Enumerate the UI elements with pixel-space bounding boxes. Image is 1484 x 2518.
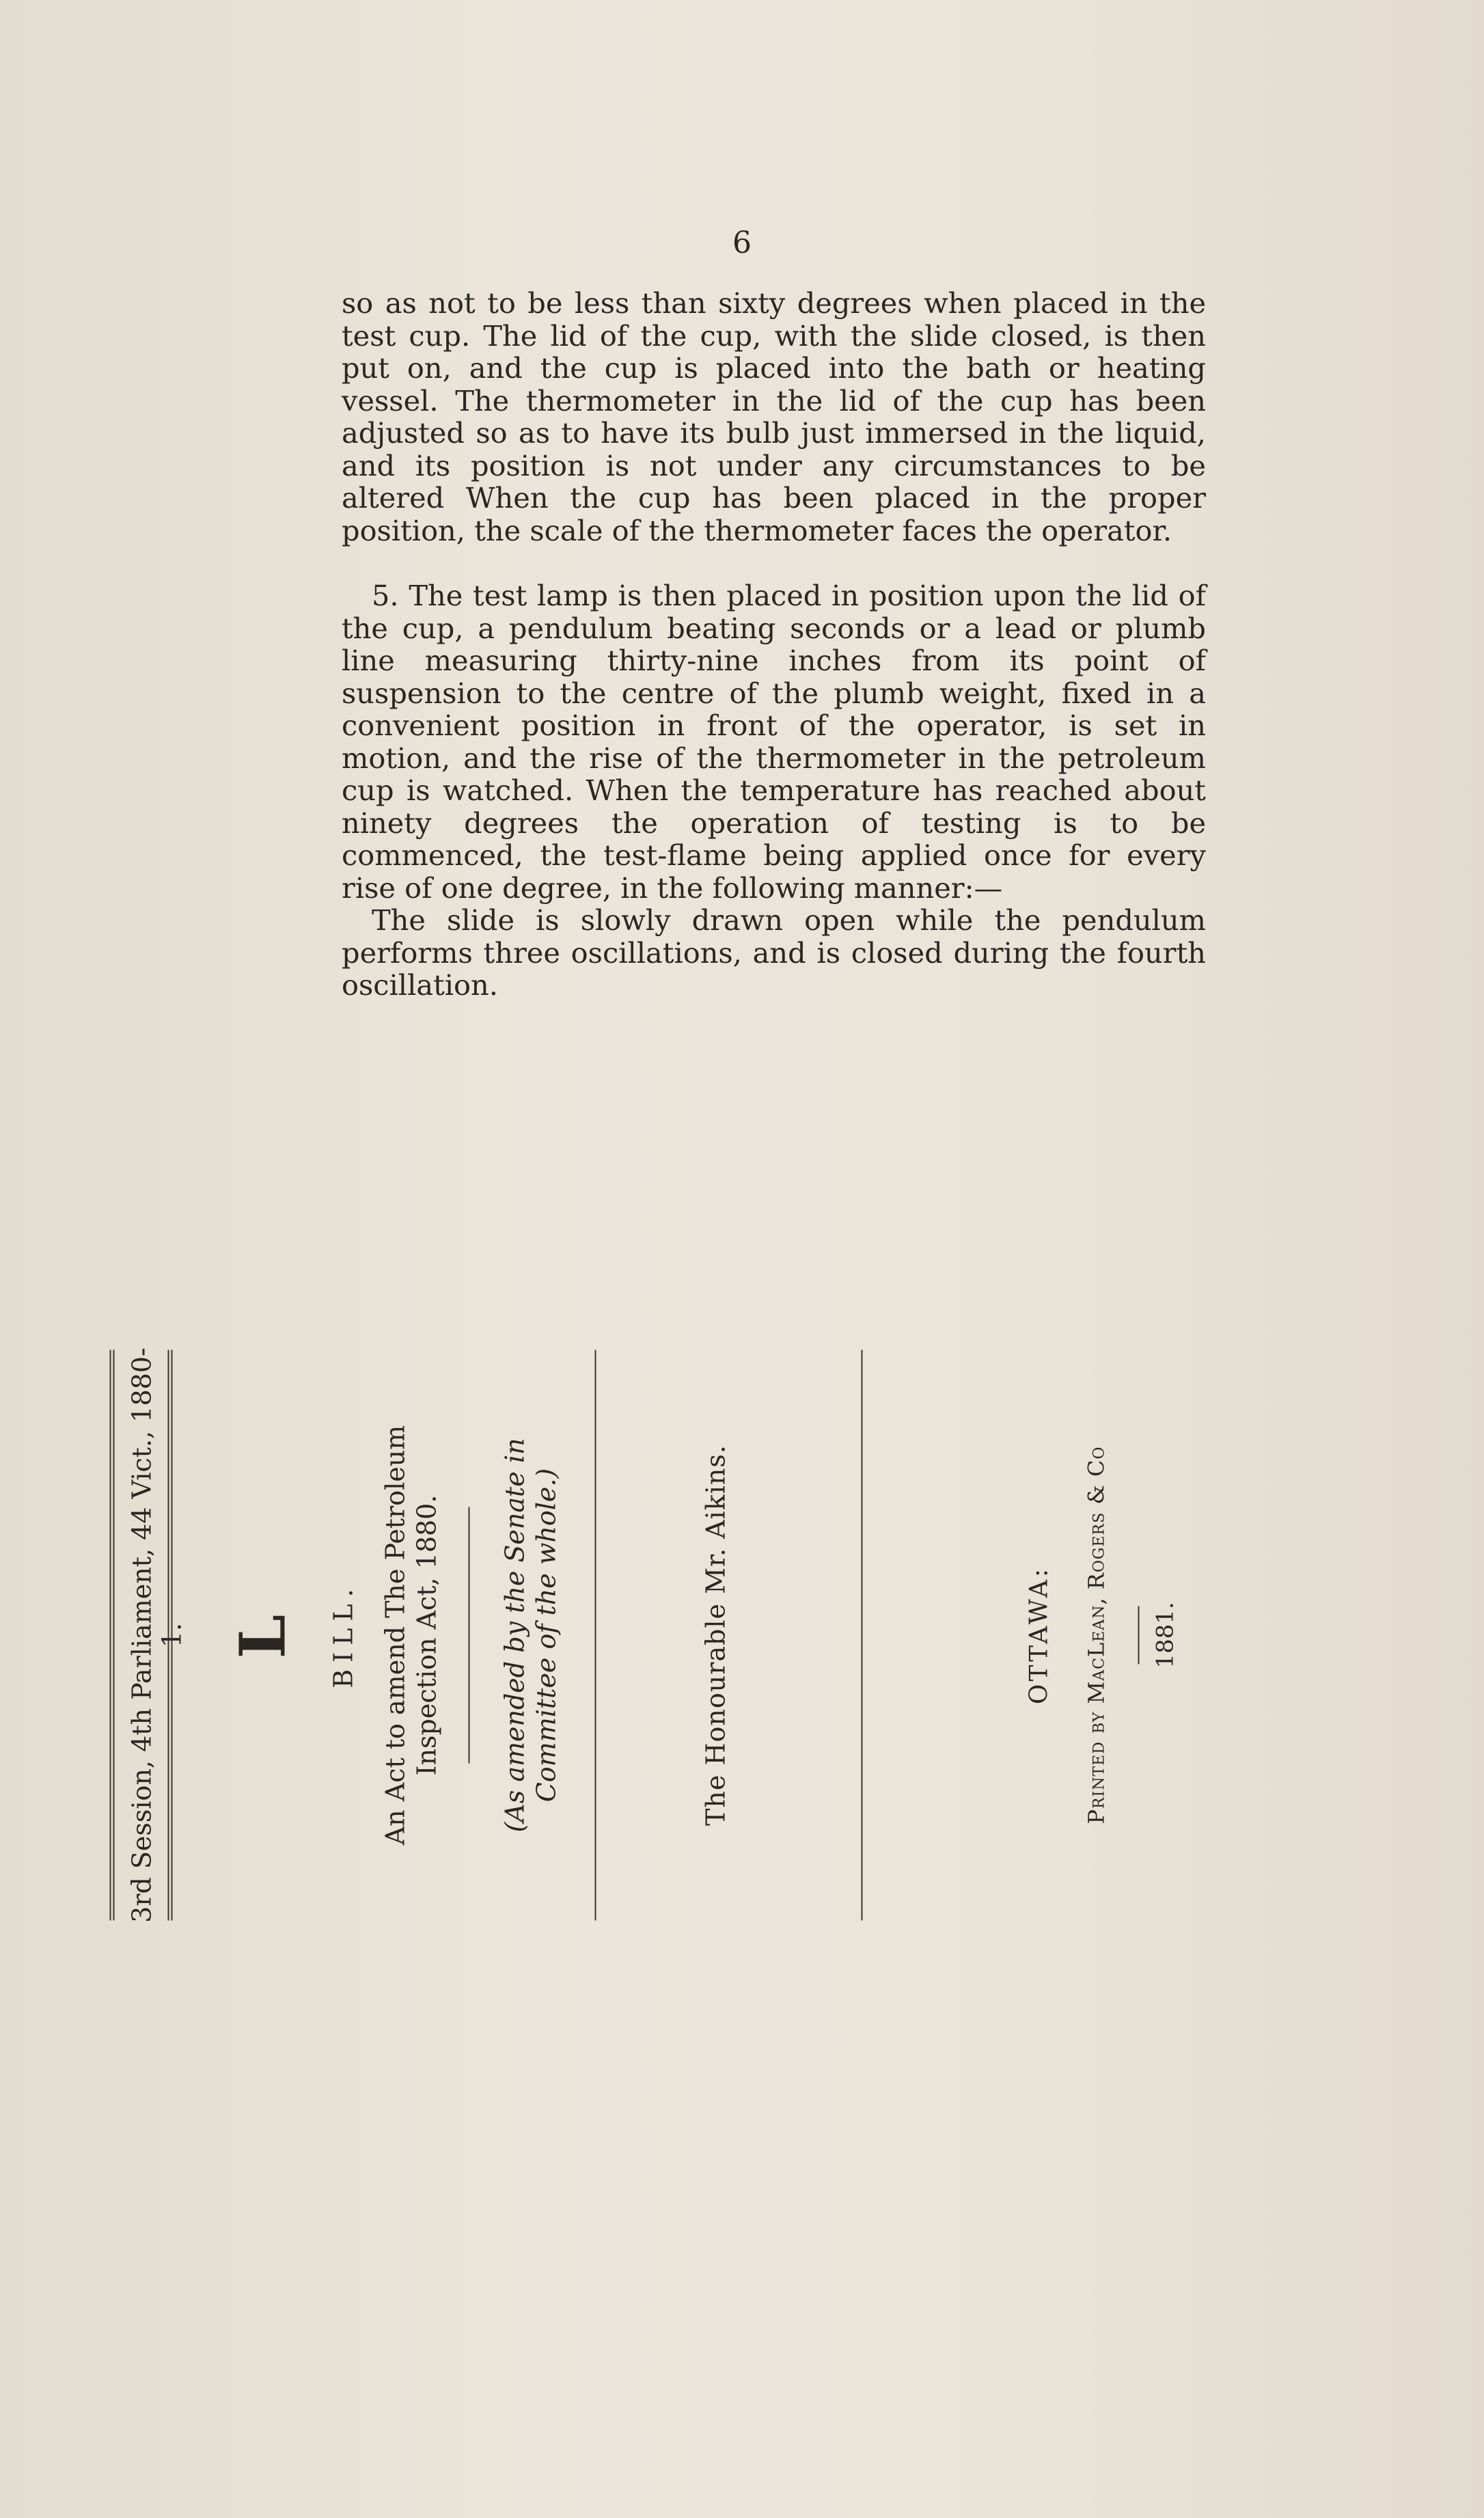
rule-after-title	[468, 1507, 469, 1763]
body-text	[342, 287, 1206, 1002]
top-double-rule	[109, 1350, 114, 1920]
rule-before-imprint	[861, 1350, 862, 1920]
imprint-place: OTTAWA:	[1025, 1565, 1053, 1704]
sponsor: The Honourable Mr. Aikins.	[700, 1444, 730, 1826]
bill-letter: L	[225, 1611, 299, 1658]
imprint-year: 1881.	[1151, 1601, 1179, 1669]
bill-label: BILL.	[328, 1581, 358, 1688]
back-cover	[99, 1336, 1349, 1934]
page-number: 6	[732, 225, 752, 260]
session-double-rule	[167, 1350, 172, 1920]
paragraph-continued: so as not to be less than sixty degrees when placed in the test cup. The lid of the cup, with the slide closed, is then put on, and the cup is placed into the bath or heating vessel. The thermometer in the lid of the cup has been adjusted so as to have its bulb just immersed in the liquid, and its position is not under any circumstances to be altered When the cup has been placed in the proper position, the scale of the thermometer faces the operator.	[342, 286, 1206, 547]
act-title: An Act to amend The Petroleum Inspection Act, 1880.	[380, 1425, 441, 1845]
short-rule	[1138, 1606, 1139, 1664]
amended-note: (As amended by the Senate in Committee of the whole.)	[499, 1438, 561, 1833]
imprint-printer: Printed by MacLean, Rogers & Co	[1083, 1445, 1109, 1824]
paragraph-section-5: 5. The test lamp is then placed in position upon the lid of the cup, a pendulum beating seconds or a lead or plumb line measuring thirty-nine inches from its point of suspension to the centre of the plumb weight, fixed in a convenient position in front of the operator, is set in motion, and the rise of the thermometer in the petroleum cup is watched. When the temperature has reached about ninety degrees the operation of testing is to be commenced, the test-flame being applied once for every rise of one degree, in the following manner:—	[342, 579, 1206, 905]
session-line: 3rd Session, 4th Parliament, 44 Vict., 1880-1.	[126, 1347, 187, 1923]
paragraph-slide: The slide is slowly drawn open while the pendulum performs three oscillations, and is closed during the fourth oscillation.	[342, 903, 1206, 1002]
rule-after-amended	[594, 1350, 596, 1920]
